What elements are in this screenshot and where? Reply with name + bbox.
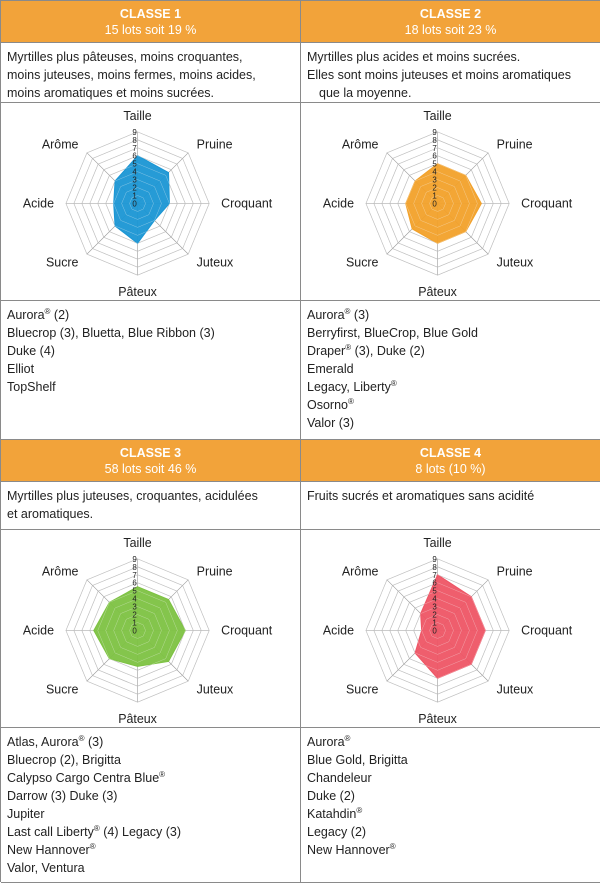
axis-label: Juteux	[496, 255, 534, 270]
registered-mark: ®	[348, 396, 354, 406]
axis-label: Sucre	[46, 682, 79, 697]
variety-text: (3), Duke (2)	[351, 344, 425, 358]
tick-label: 4	[432, 167, 437, 177]
axis-label: Acide	[322, 623, 354, 638]
variety-text: TopShelf	[7, 380, 56, 394]
tick-label: 8	[432, 562, 437, 572]
axis-label: Croquant	[221, 196, 273, 211]
class-3-chart	[1, 530, 301, 728]
variety-item	[307, 787, 594, 805]
variety-text: New Hannover	[7, 843, 90, 857]
variety-text: Aurora	[7, 308, 45, 322]
class-3-description	[1, 482, 301, 530]
series-area	[406, 164, 482, 244]
variety-item	[7, 378, 294, 396]
tick-label: 7	[432, 143, 437, 153]
variety-item	[307, 342, 594, 360]
tick-label: 1	[132, 191, 137, 201]
variety-item	[307, 805, 594, 823]
variety-text: Valor (3)	[307, 416, 355, 430]
axis-label: Acide	[22, 196, 54, 211]
variety-item	[307, 823, 594, 841]
radar-chart-3	[1, 530, 300, 727]
registered-mark: ®	[344, 306, 351, 316]
tick-label: 7	[432, 570, 437, 580]
variety-item	[7, 859, 294, 877]
class-1-subtitle: 15 lots soit 19 %	[104, 22, 197, 37]
tick-label: 9	[432, 554, 437, 564]
description-line: moins aromatiques et moins sucrées.	[7, 86, 215, 100]
variety-item	[307, 306, 594, 324]
tick-label: 0	[432, 626, 437, 636]
axis-label: Acide	[22, 623, 54, 638]
class-4-chart	[301, 530, 600, 728]
variety-text: New Hannover	[307, 843, 390, 857]
class-2-description	[301, 43, 600, 103]
axis-label: Sucre	[346, 255, 379, 270]
tick-label: 4	[132, 594, 137, 604]
variety-text: (3)	[84, 735, 104, 749]
variety-item	[7, 360, 294, 378]
variety-item	[307, 378, 594, 396]
tick-label: 8	[132, 135, 137, 145]
description-line: moins juteuses, moins fermes, moins acides,	[7, 68, 256, 82]
axis-label: Pâteux	[418, 712, 457, 727]
variety-text: Emerald	[307, 362, 354, 376]
variety-item	[7, 324, 294, 342]
variety-item	[7, 841, 294, 859]
axis-label: Taille	[423, 108, 452, 123]
description-line: Myrtilles plus acides et moins sucrées.	[307, 50, 521, 64]
variety-text: Bluecrop (3), Bluetta, Blue Ribbon (3)	[7, 326, 215, 340]
variety-text: Blue Gold, Brigitta	[307, 753, 408, 767]
variety-item	[307, 396, 594, 414]
tick-label: 0	[132, 626, 137, 636]
axis-label: Croquant	[521, 623, 573, 638]
series-area	[114, 156, 170, 244]
variety-item	[7, 306, 294, 324]
axis-label: Pruine	[196, 564, 233, 579]
variety-text: Valor, Ventura	[7, 861, 85, 875]
tick-label: 1	[432, 618, 437, 628]
tick-label: 0	[132, 199, 137, 209]
variety-text: Duke (4)	[7, 344, 55, 358]
tick-label: 1	[432, 191, 437, 201]
variety-item	[307, 360, 594, 378]
registered-mark: ®	[344, 733, 351, 743]
variety-text: Draper	[307, 344, 346, 358]
variety-text: Elliot	[7, 362, 35, 376]
registered-mark: ®	[345, 342, 352, 352]
description-line: Myrtilles plus juteuses, croquantes, acidulées	[7, 489, 258, 503]
axis-label: Juteux	[496, 682, 534, 697]
variety-text: Legacy, Liberty	[307, 380, 391, 394]
variety-text: (2)	[50, 308, 70, 322]
variety-text: Aurora	[307, 735, 345, 749]
registered-mark: ®	[89, 841, 96, 851]
tick-label: 5	[132, 586, 137, 596]
tick-label: 2	[132, 183, 137, 193]
tick-label: 6	[432, 151, 437, 161]
class-4-subtitle: 8 lots (10 %)	[415, 461, 486, 476]
variety-item	[307, 733, 594, 751]
variety-item	[7, 787, 294, 805]
description-line: Elles sont moins juteuses et moins aromatiques	[307, 68, 572, 82]
tick-label: 7	[132, 143, 137, 153]
axis-label: Taille	[423, 535, 452, 550]
axis-label: Pruine	[196, 137, 233, 152]
tick-label: 3	[132, 175, 137, 185]
variety-text: Chandeleur	[307, 771, 372, 785]
tick-label: 2	[432, 610, 437, 620]
variety-text: Osorno	[307, 398, 348, 412]
registered-mark: ®	[390, 378, 397, 388]
axis-label: Pâteux	[118, 712, 157, 727]
tick-label: 2	[432, 183, 437, 193]
radar-chart-1	[1, 103, 300, 300]
class-2-varieties	[301, 301, 600, 440]
class-2-header	[301, 1, 600, 43]
axis-label: Juteux	[196, 255, 234, 270]
variety-text: Atlas, Aurora	[7, 735, 79, 749]
class-1-description	[1, 43, 301, 103]
tick-label: 9	[132, 127, 137, 137]
description-line: Myrtilles plus pâteuses, moins croquantes,	[7, 50, 243, 64]
variety-text: Katahdin	[307, 807, 357, 821]
registered-mark: ®	[78, 733, 85, 743]
class-1-title: CLASSE 1	[119, 6, 182, 21]
axis-label: Pruine	[496, 137, 533, 152]
class-4-description	[301, 482, 600, 530]
tick-label: 4	[132, 167, 137, 177]
variety-item	[307, 841, 594, 859]
variety-item	[7, 751, 294, 769]
tick-label: 6	[132, 151, 137, 161]
class-4-varieties	[301, 728, 600, 883]
axis-label: Pruine	[496, 564, 533, 579]
class-1-varieties	[1, 301, 301, 440]
tick-label: 5	[432, 159, 437, 169]
axis-label: Croquant	[521, 196, 573, 211]
variety-item	[7, 805, 294, 823]
axis-label: Pâteux	[418, 285, 457, 300]
registered-mark: ®	[44, 306, 51, 316]
class-2-chart	[301, 103, 600, 301]
tick-label: 5	[132, 159, 137, 169]
class-2-subtitle: 18 lots soit 23 %	[404, 22, 497, 37]
variety-text: Bluecrop (2), Brigitta	[7, 753, 121, 767]
axis-label: Sucre	[346, 682, 379, 697]
tick-label: 0	[432, 199, 437, 209]
axis-label: Arôme	[341, 137, 379, 152]
axis-label: Arôme	[341, 564, 379, 579]
tick-label: 8	[132, 562, 137, 572]
tick-label: 2	[132, 610, 137, 620]
description-line: que la moyenne.	[319, 86, 412, 100]
variety-item	[7, 733, 294, 751]
class-4-title: CLASSE 4	[419, 445, 482, 460]
axis-label: Taille	[123, 535, 152, 550]
class-1-header	[1, 1, 301, 43]
variety-item	[307, 324, 594, 342]
tick-label: 5	[432, 586, 437, 596]
tick-label: 3	[432, 602, 437, 612]
variety-item	[307, 751, 594, 769]
tick-label: 8	[432, 135, 437, 145]
class-3-varieties	[1, 728, 301, 883]
tick-label: 3	[432, 175, 437, 185]
variety-text: Calypso Cargo Centra Blue	[7, 771, 160, 785]
axis-label: Acide	[322, 196, 354, 211]
tick-label: 9	[132, 554, 137, 564]
axis-label: Arôme	[41, 564, 79, 579]
description-line: et aromatiques.	[7, 507, 94, 521]
variety-item	[307, 769, 594, 787]
class-2-title: CLASSE 2	[419, 6, 482, 21]
class-3-header	[1, 440, 301, 482]
tick-label: 9	[432, 127, 437, 137]
axis-label: Sucre	[46, 255, 79, 270]
tick-label: 6	[132, 578, 137, 588]
variety-item	[7, 769, 294, 787]
variety-item	[307, 414, 594, 432]
tick-label: 7	[132, 570, 137, 580]
axis-label: Taille	[123, 108, 152, 123]
description-line: Fruits sucrés et aromatiques sans acidité	[307, 489, 535, 503]
variety-item	[7, 823, 294, 841]
variety-text: Aurora	[307, 308, 345, 322]
radar-chart-4	[301, 530, 600, 727]
registered-mark: ®	[356, 805, 363, 815]
axis-label: Croquant	[221, 623, 273, 638]
tick-label: 1	[132, 618, 137, 628]
axis-label: Juteux	[196, 682, 234, 697]
class-3-subtitle: 58 lots soit 46 %	[104, 461, 197, 476]
class-3-title: CLASSE 3	[119, 445, 182, 460]
tick-label: 6	[432, 578, 437, 588]
variety-text: Legacy (2)	[307, 825, 367, 839]
tick-label: 4	[432, 594, 437, 604]
variety-text: Duke (2)	[307, 789, 355, 803]
variety-text: Berryfirst, BlueCrop, Blue Gold	[307, 326, 478, 340]
variety-text: Darrow (3) Duke (3)	[7, 789, 118, 803]
registered-mark: ®	[159, 769, 166, 779]
class-1-chart	[1, 103, 301, 301]
radar-chart-2	[301, 103, 600, 300]
axis-label: Arôme	[41, 137, 79, 152]
registered-mark: ®	[389, 841, 396, 851]
variety-text: Last call Liberty	[7, 825, 94, 839]
variety-text: (4) Legacy (3)	[99, 825, 182, 839]
registered-mark: ®	[93, 823, 100, 833]
variety-text: (3)	[350, 308, 370, 322]
axis-label: Pâteux	[118, 285, 157, 300]
variety-text: Jupiter	[7, 807, 45, 821]
class-4-header	[301, 440, 600, 482]
variety-item	[7, 342, 294, 360]
tick-label: 3	[132, 602, 137, 612]
